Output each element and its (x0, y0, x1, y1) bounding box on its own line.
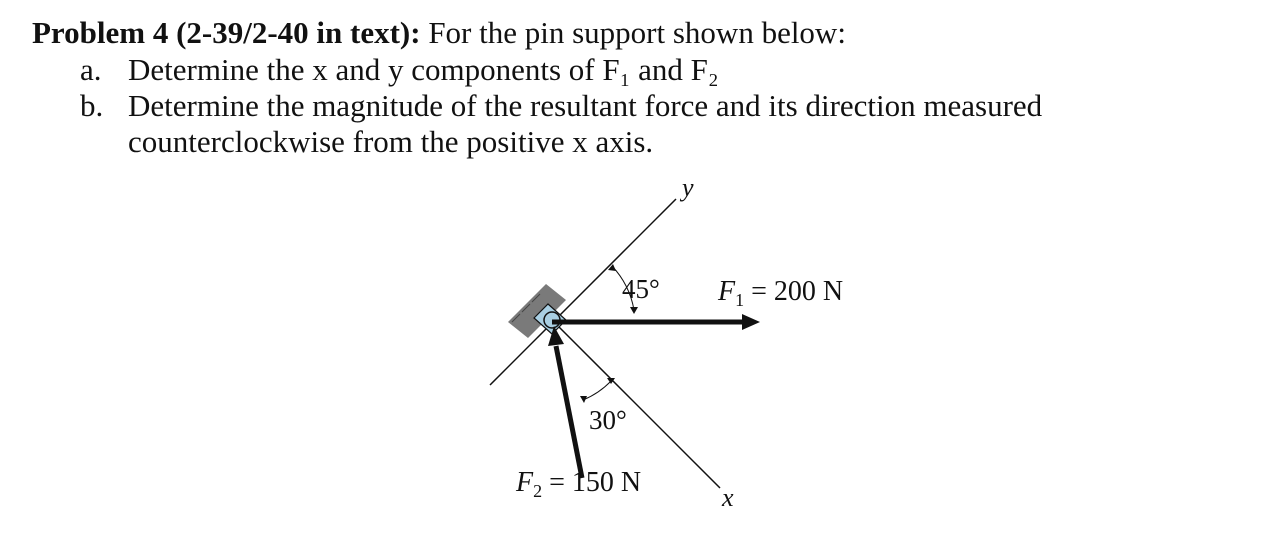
angle-30-arc (583, 380, 612, 400)
force-f1-label: $F_1 = 200$ N (718, 276, 844, 310)
angle-45-arrow-bottom (630, 307, 638, 314)
list-text-b: Determine the magnitude of the resultant force and its direction measured (128, 88, 1043, 123)
list-marker-b: b. (80, 88, 104, 123)
list-text-a: Determine the x and y components of F₁ and F₂ (128, 52, 719, 87)
angle-30-label: 30° (589, 405, 627, 435)
x-axis-label: x (722, 483, 734, 512)
support-ground (508, 284, 566, 338)
angle-30-arrow-left (580, 396, 587, 403)
problem-intro: For the pin support shown below: (420, 15, 846, 50)
list-text-b-continued: counterclockwise from the positive x axis. (128, 124, 654, 159)
force-f2-label: $F_2 = 150$ N (516, 467, 642, 501)
problem-label: Problem 4 (2-39/2-40 in text): (32, 15, 421, 50)
angle-45-label: 45° (622, 274, 660, 304)
list-marker-a: a. (80, 52, 102, 87)
force-f2-arrow (556, 346, 582, 478)
force-f1-arrowhead (742, 314, 760, 330)
y-axis-label: y (682, 173, 694, 202)
